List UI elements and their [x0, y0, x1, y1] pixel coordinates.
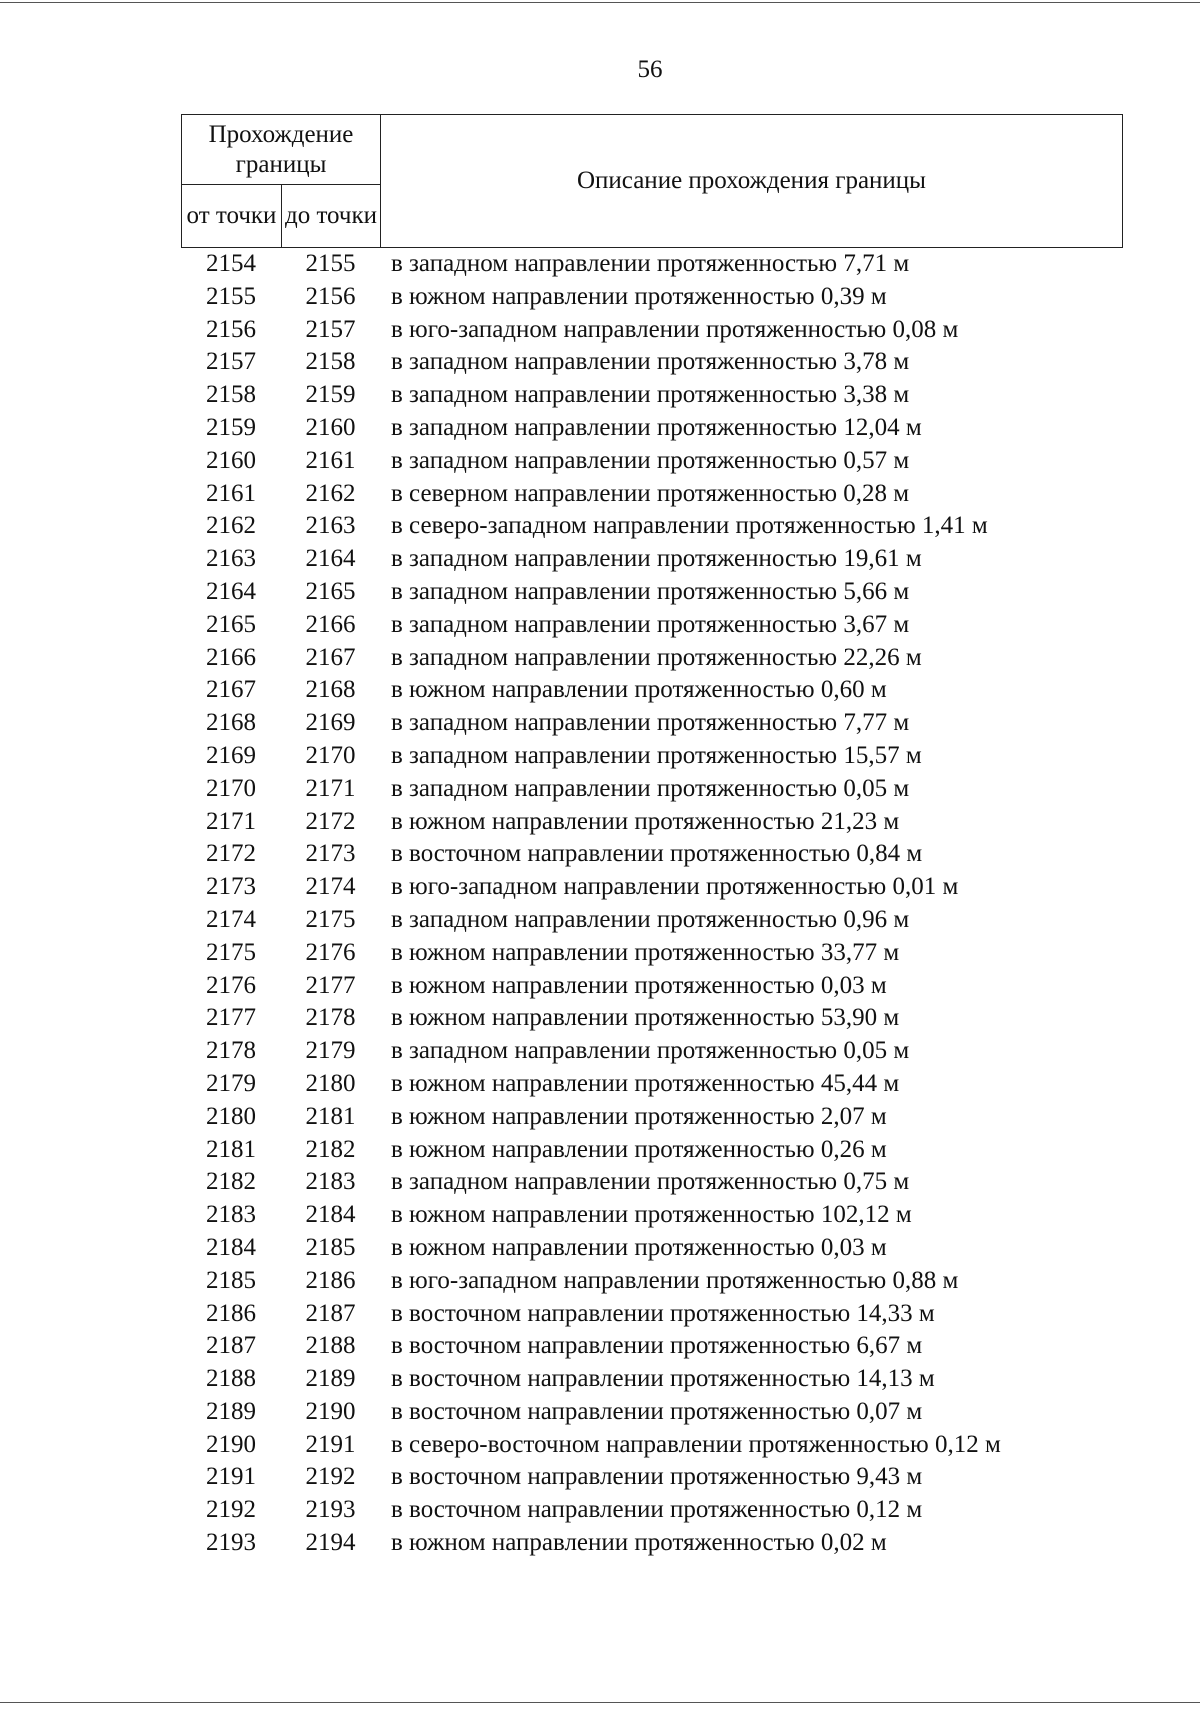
row-from-point: 2191: [206, 1463, 256, 1491]
row-description: в западном направлении протяженностью 12,04 м: [391, 413, 922, 441]
header-to-point: до точки: [282, 185, 381, 247]
row-description: в восточном направлении протяженностью 0,07 м: [391, 1397, 923, 1425]
row-to-point: 2169: [305, 709, 356, 737]
table-row: [181, 970, 1141, 1003]
row-to-point: 2180: [305, 1069, 356, 1097]
row-to-point: 2194: [305, 1529, 356, 1557]
row-from-point: 2179: [206, 1069, 256, 1097]
row-description: в западном направлении протяженностью 15,57 м: [391, 741, 922, 769]
row-to-point: 2165: [305, 577, 356, 605]
row-from-point: 2173: [206, 873, 256, 901]
row-description: в восточном направлении протяженностью 14,13 м: [391, 1365, 935, 1393]
row-from-point: 2187: [206, 1332, 256, 1360]
row-to-point: 2181: [305, 1102, 356, 1130]
row-to-point: 2177: [305, 971, 356, 999]
row-from-point: 2166: [206, 643, 256, 671]
row-from-point: 2169: [206, 741, 256, 769]
row-from-point: 2159: [206, 413, 256, 441]
table-row: [181, 707, 1141, 740]
row-from-point: 2183: [206, 1201, 256, 1229]
table-row: [181, 1199, 1141, 1232]
row-description: в южном направлении протяженностью 33,77 м: [391, 938, 900, 966]
row-description: в северо-западном направлении протяженностью 1,41 м: [391, 512, 988, 540]
row-description: в западном направлении протяженностью 3,78 м: [391, 348, 910, 376]
row-from-point: 2185: [206, 1266, 256, 1294]
table-row: [181, 1101, 1141, 1134]
row-to-point: 2184: [305, 1201, 356, 1229]
row-from-point: 2167: [206, 676, 256, 704]
row-description: в северном направлении протяженностью 0,28 м: [391, 479, 910, 507]
table-row: [181, 576, 1141, 609]
row-to-point: 2182: [305, 1135, 356, 1163]
row-from-point: 2164: [206, 577, 256, 605]
row-from-point: 2154: [206, 250, 256, 277]
row-description: в восточном направлении протяженностью 0,12 м: [391, 1496, 923, 1524]
row-to-point: 2164: [305, 545, 356, 573]
row-from-point: 2181: [206, 1135, 256, 1163]
row-description: в западном направлении протяженностью 19,61 м: [391, 545, 922, 573]
row-to-point: 2161: [305, 446, 356, 474]
table-row: [181, 1330, 1141, 1363]
table-row: [181, 314, 1141, 347]
row-description: в западном направлении протяженностью 5,66 м: [391, 577, 910, 605]
row-to-point: 2193: [305, 1496, 356, 1524]
row-description: в западном направлении протяженностью 0,57 м: [391, 446, 910, 474]
row-description: в западном направлении протяженностью 22,26 м: [391, 643, 922, 671]
table-row: [181, 478, 1141, 511]
table-row: [181, 642, 1141, 675]
row-to-point: 2186: [305, 1266, 356, 1294]
table-row: [181, 1265, 1141, 1298]
table-row: [181, 838, 1141, 871]
row-to-point: 2160: [305, 413, 356, 441]
table-row: [181, 281, 1141, 314]
row-from-point: 2190: [206, 1430, 256, 1458]
row-description: в южном направлении протяженностью 0,02 м: [391, 1529, 887, 1557]
table-row: [181, 1134, 1141, 1167]
row-description: в западном направлении протяженностью 0,05 м: [391, 1037, 910, 1065]
table-body: [181, 248, 1141, 1560]
row-description: в восточном направлении протяженностью 6,67 м: [391, 1332, 923, 1360]
row-from-point: 2158: [206, 381, 256, 409]
row-from-point: 2168: [206, 709, 256, 737]
row-to-point: 2183: [305, 1168, 356, 1196]
row-to-point: 2168: [305, 676, 356, 704]
row-description: в южном направлении протяженностью 0,39 м: [391, 282, 887, 310]
table-row: [181, 1494, 1141, 1527]
row-description: в южном направлении протяженностью 0,60 м: [391, 676, 887, 704]
row-description: в южном направлении протяженностью 53,90 м: [391, 1004, 900, 1032]
row-to-point: 2188: [305, 1332, 356, 1360]
scan-edge-top: [0, 2, 1200, 3]
row-from-point: 2192: [206, 1496, 256, 1524]
row-description: в западном направлении протяженностью 0,96 м: [391, 905, 910, 933]
row-description: в южном направлении протяженностью 0,03 м: [391, 1233, 887, 1261]
row-from-point: 2156: [206, 315, 256, 343]
row-to-point: 2185: [305, 1233, 356, 1261]
row-from-point: 2184: [206, 1233, 256, 1261]
table-row: [181, 1527, 1141, 1560]
table-row: [181, 510, 1141, 543]
table-row: [181, 379, 1141, 412]
table-row: [181, 806, 1141, 839]
row-description: в западном направлении протяженностью 3,38 м: [391, 381, 910, 409]
row-description: в юго-западном направлении протяженностью 0,01 м: [391, 873, 959, 901]
table-row: [181, 609, 1141, 642]
table-row: [181, 904, 1141, 937]
row-from-point: 2157: [206, 348, 256, 376]
page-number: 56: [637, 56, 663, 83]
row-to-point: 2189: [305, 1365, 356, 1393]
row-description: в юго-западном направлении протяженностью 0,88 м: [391, 1266, 959, 1294]
row-to-point: 2166: [305, 610, 356, 638]
row-description: в восточном направлении протяженностью 14,33 м: [391, 1299, 935, 1327]
row-description: в южном направлении протяженностью 0,03 м: [391, 971, 887, 999]
row-description: в западном направлении протяженностью 7,71 м: [391, 250, 910, 277]
scan-edge-bottom: [0, 1702, 1200, 1703]
row-to-point: 2173: [305, 840, 356, 868]
row-description: в юго-западном направлении протяженностью 0,08 м: [391, 315, 959, 343]
table-row: [181, 1429, 1141, 1462]
row-from-point: 2163: [206, 545, 256, 573]
header-description: Описание прохождения границы: [577, 167, 926, 194]
row-from-point: 2175: [206, 938, 256, 966]
row-to-point: 2167: [305, 643, 356, 671]
table-header: [181, 114, 1123, 248]
row-to-point: 2179: [305, 1037, 356, 1065]
table-row: [181, 674, 1141, 707]
row-from-point: 2186: [206, 1299, 256, 1327]
row-from-point: 2171: [206, 807, 256, 835]
row-to-point: 2162: [305, 479, 356, 507]
table-row: [181, 740, 1141, 773]
row-from-point: 2177: [206, 1004, 256, 1032]
row-from-point: 2189: [206, 1397, 256, 1425]
table-row: [181, 1002, 1141, 1035]
row-from-point: 2182: [206, 1168, 256, 1196]
row-description: в западном направлении протяженностью 7,77 м: [391, 709, 910, 737]
row-to-point: 2170: [305, 741, 356, 769]
row-to-point: 2190: [305, 1397, 356, 1425]
row-description: в западном направлении протяженностью 3,67 м: [391, 610, 910, 638]
row-description: в южном направлении протяженностью 0,26 м: [391, 1135, 887, 1163]
row-to-point: 2174: [305, 873, 356, 901]
table-row: [181, 773, 1141, 806]
row-from-point: 2160: [206, 446, 256, 474]
row-description: в южном направлении протяженностью 21,23 м: [391, 807, 900, 835]
table-row: [181, 543, 1141, 576]
row-to-point: 2156: [305, 282, 356, 310]
row-to-point: 2175: [305, 905, 356, 933]
row-from-point: 2161: [206, 479, 256, 507]
row-from-point: 2176: [206, 971, 256, 999]
table-row: [181, 871, 1141, 904]
row-description: в западном направлении протяженностью 0,75 м: [391, 1168, 910, 1196]
row-from-point: 2193: [206, 1529, 256, 1557]
row-description: в южном направлении протяженностью 2,07 м: [391, 1102, 887, 1130]
table-row: [181, 445, 1141, 478]
row-to-point: 2171: [305, 774, 356, 802]
row-to-point: 2191: [305, 1430, 356, 1458]
row-to-point: 2155: [305, 250, 356, 277]
row-to-point: 2187: [305, 1299, 356, 1327]
row-description: в южном направлении протяженностью 45,44 м: [391, 1069, 900, 1097]
row-description: в восточном направлении протяженностью 9,43 м: [391, 1463, 923, 1491]
row-description: в восточном направлении протяженностью 0,84 м: [391, 840, 923, 868]
row-to-point: 2158: [305, 348, 356, 376]
row-description: в западном направлении протяженностью 0,05 м: [391, 774, 910, 802]
table-row: [181, 1068, 1141, 1101]
table-row: [181, 937, 1141, 970]
row-from-point: 2174: [206, 905, 256, 933]
table-row: [181, 1166, 1141, 1199]
row-from-point: 2162: [206, 512, 256, 540]
row-to-point: 2163: [305, 512, 356, 540]
row-to-point: 2157: [305, 315, 356, 343]
row-to-point: 2178: [305, 1004, 356, 1032]
header-from-point: от точки: [182, 185, 282, 247]
table-row: [181, 412, 1141, 445]
header-passage: Прохождение границы: [182, 115, 381, 185]
row-from-point: 2180: [206, 1102, 256, 1130]
table-row: [181, 1298, 1141, 1331]
table-row: [181, 1363, 1141, 1396]
table-row: [181, 1232, 1141, 1265]
row-description: в южном направлении протяженностью 102,12 м: [391, 1201, 912, 1229]
table-row: [181, 1396, 1141, 1429]
row-from-point: 2172: [206, 840, 256, 868]
row-to-point: 2172: [305, 807, 356, 835]
table-row: [181, 248, 1141, 281]
row-from-point: 2165: [206, 610, 256, 638]
row-to-point: 2192: [305, 1463, 356, 1491]
row-description: в северо-восточном направлении протяженностью 0,12 м: [391, 1430, 1001, 1458]
table-row: [181, 1035, 1141, 1068]
row-to-point: 2159: [305, 381, 356, 409]
row-from-point: 2188: [206, 1365, 256, 1393]
table-row: [181, 346, 1141, 379]
row-from-point: 2170: [206, 774, 256, 802]
table-row: [181, 1461, 1141, 1494]
row-from-point: 2155: [206, 282, 256, 310]
row-to-point: 2176: [305, 938, 356, 966]
row-from-point: 2178: [206, 1037, 256, 1065]
